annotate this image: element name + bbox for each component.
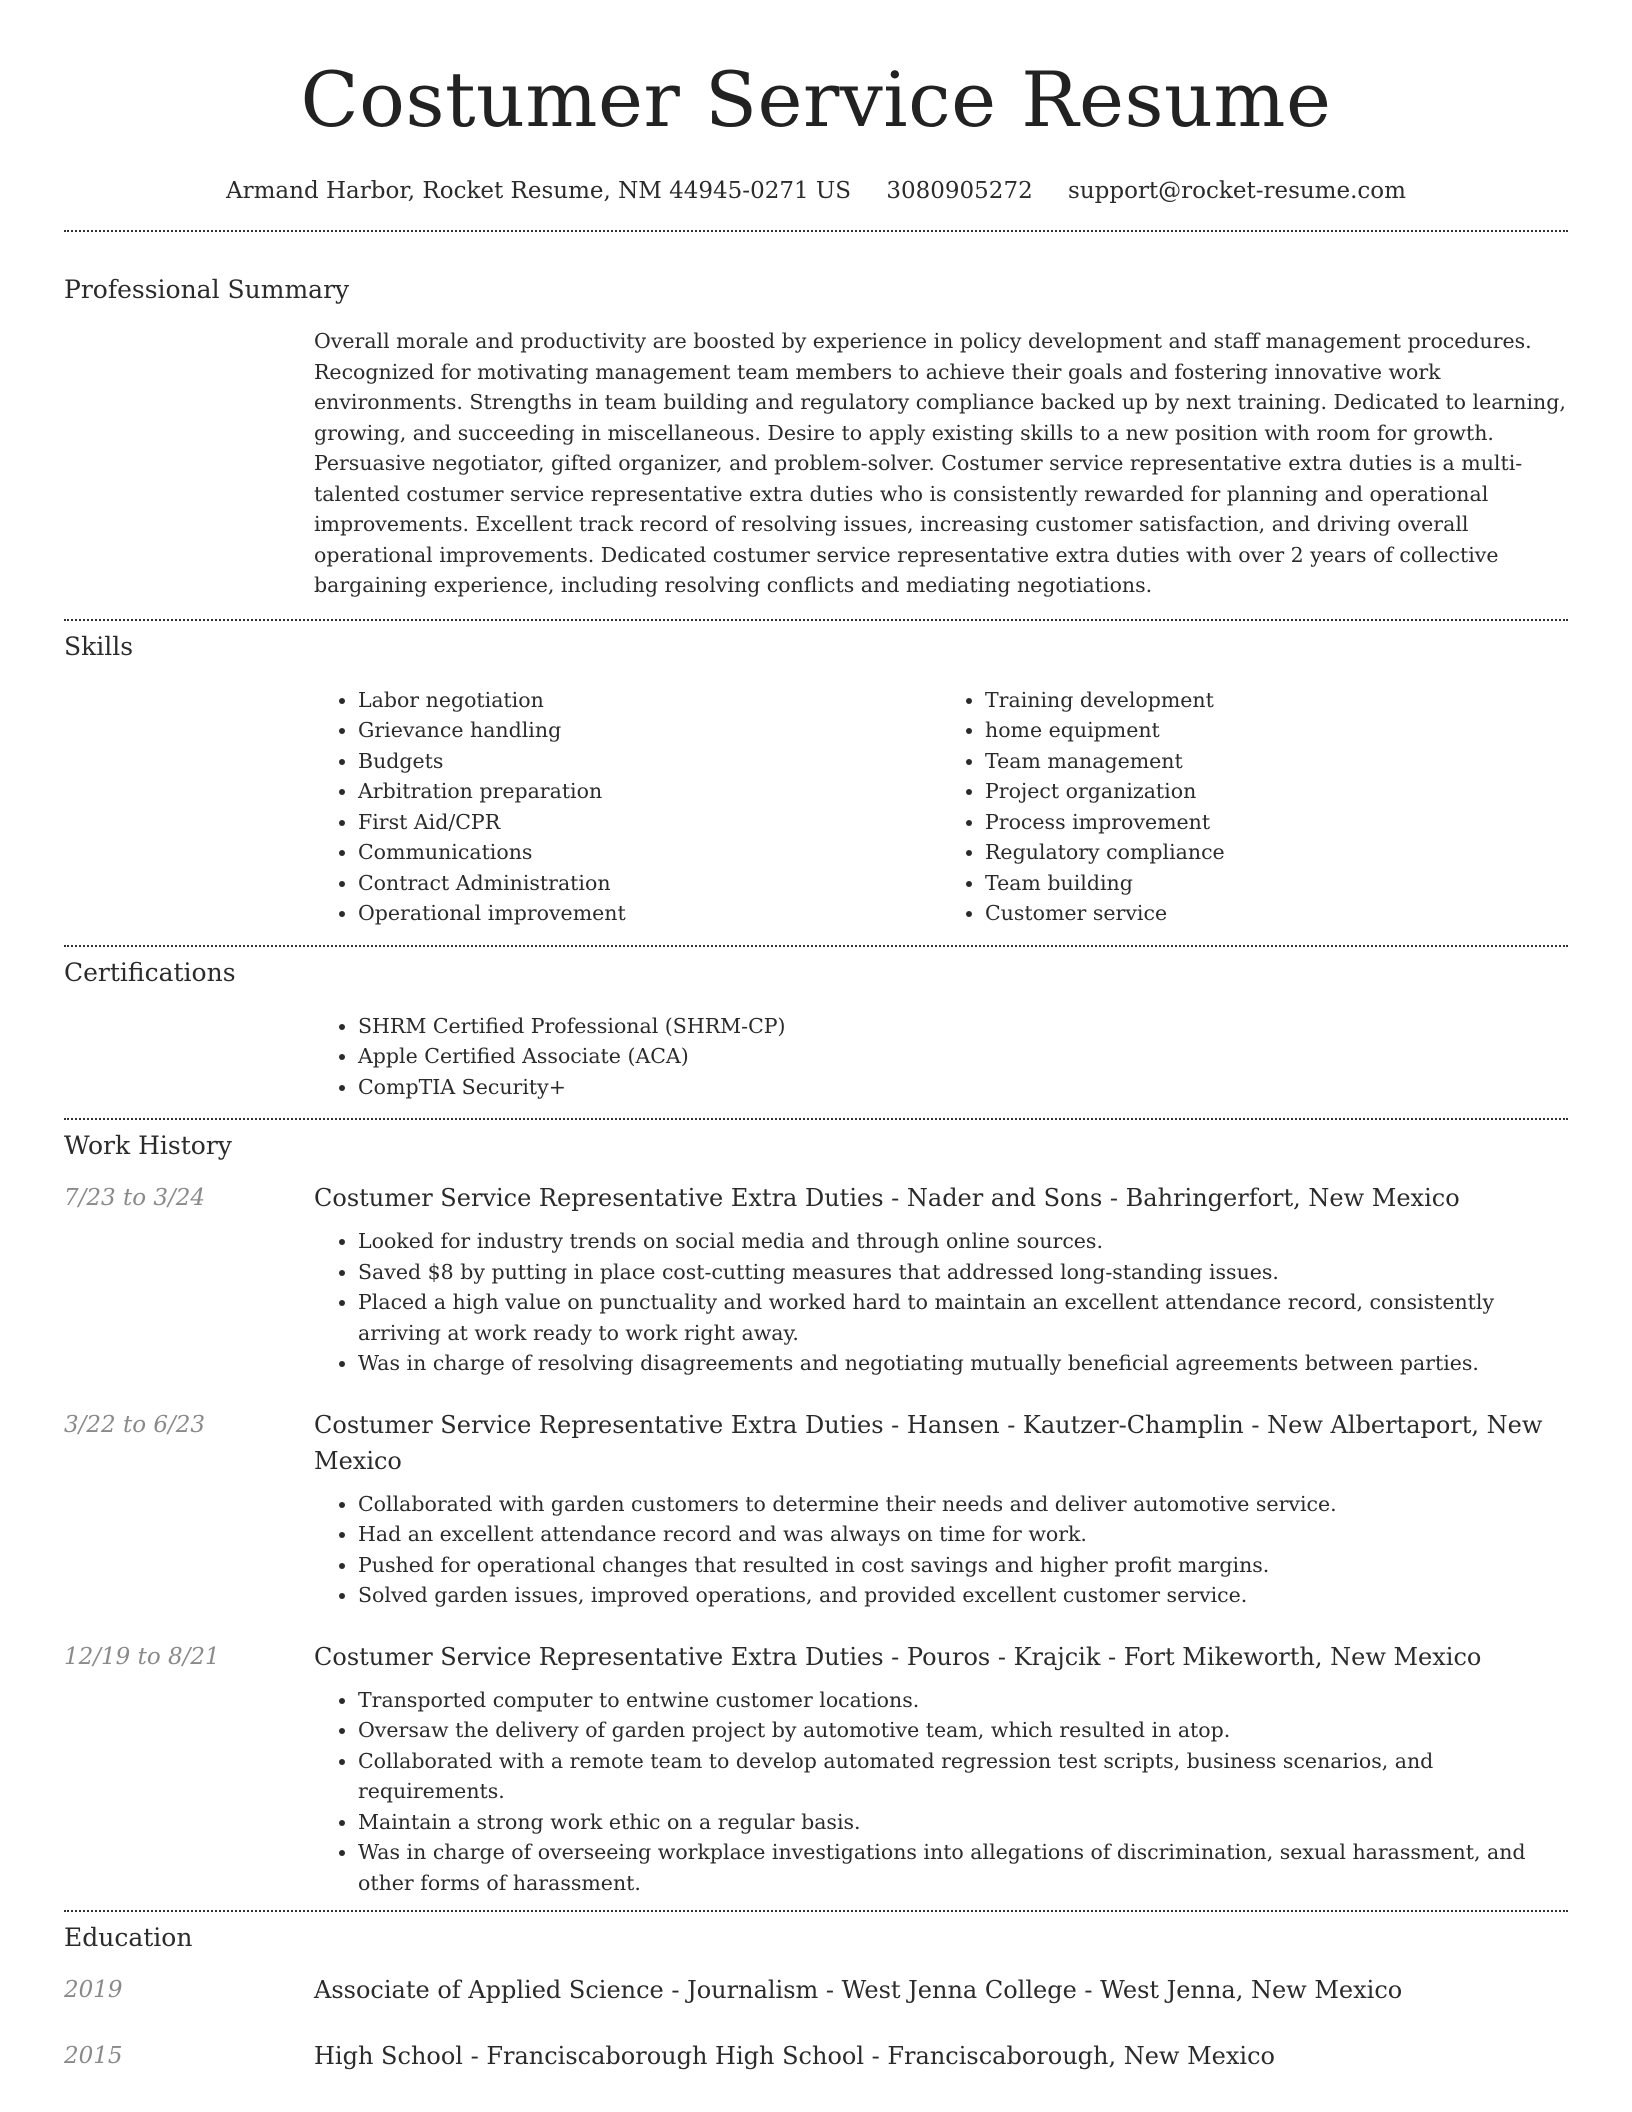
skill-item: • Budgets <box>358 746 941 777</box>
summary-section <box>64 232 1568 601</box>
work-date: 3/22 to 6/23 <box>64 1411 206 1438</box>
education-title: Associate of Applied Science - Journalism - West Jenna College - West Jenna, New Mexico <box>314 1976 1403 2004</box>
skill-item: • Project organization <box>985 776 1568 807</box>
skill-item: • Arbitration preparation <box>358 776 941 807</box>
work-details <box>314 1639 1568 1899</box>
education-entry <box>64 1972 1568 2008</box>
skills-body <box>314 685 1568 929</box>
job-bullet: • Solved garden issues, improved operations, and provided excellent customer service. <box>358 1580 1568 1611</box>
job-bullets <box>314 1489 1568 1611</box>
work-entry <box>64 1407 1568 1611</box>
certification-item: • CompTIA Security+ <box>358 1072 1568 1103</box>
skill-item: • Team building <box>985 868 1568 899</box>
skills-list-left <box>314 685 941 929</box>
job-bullets <box>314 1226 1568 1379</box>
contact-phone: 3080905272 <box>886 178 1033 204</box>
work-section <box>64 1120 1568 1898</box>
work-heading: Work History <box>64 1131 232 1160</box>
education-heading: Education <box>64 1923 193 1952</box>
contact-line <box>64 176 1568 206</box>
resume-page <box>64 0 1568 2074</box>
skill-item: • home equipment <box>985 715 1568 746</box>
page-title: Costumer Service Resume <box>300 55 1332 144</box>
education-entries <box>64 1972 1568 2074</box>
education-section <box>64 1912 1568 2074</box>
job-bullets <box>314 1685 1568 1899</box>
education-date: 2015 <box>64 2043 123 2069</box>
certifications-list <box>314 1011 1568 1103</box>
skill-item: • Grievance handling <box>358 715 941 746</box>
education-date: 2019 <box>64 1977 123 2003</box>
skill-item: • Team management <box>985 746 1568 777</box>
education-entry <box>64 2038 1568 2074</box>
skill-item: • Customer service <box>985 898 1568 929</box>
job-title: Costumer Service Representative Extra Duties - Pouros - Krajcik - Fort Mikeworth, New Mexico <box>314 1642 1482 1671</box>
skill-item: • First Aid/CPR <box>358 807 941 838</box>
contact-address: Armand Harbor, Rocket Resume, NM 44945-0271 US <box>226 178 852 204</box>
skills-heading: Skills <box>64 631 134 661</box>
work-details <box>314 1180 1568 1379</box>
job-bullet: • Was in charge of overseeing workplace investigations into allegations of discrimination, sexual harassment, and other forms of harassment. <box>358 1837 1568 1898</box>
job-bullet: • Had an excellent attendance record and was always on time for work. <box>358 1519 1568 1550</box>
job-bullet: • Placed a high value on punctuality and worked hard to maintain an excellent attendance record, consistently arriving at work ready to work right away. <box>358 1287 1568 1348</box>
job-title: Costumer Service Representative Extra Duties - Nader and Sons - Bahringerfort, New Mexico <box>314 1184 1460 1212</box>
job-bullet: • Pushed for operational changes that resulted in cost savings and higher profit margins. <box>358 1550 1568 1581</box>
certification-item: • Apple Certified Associate (ACA) <box>358 1041 1568 1072</box>
work-entries <box>64 1180 1568 1898</box>
education-title: High School - Franciscaborough High School - Franciscaborough, New Mexico <box>314 2042 1275 2070</box>
job-bullet: • Transported computer to entwine customer locations. <box>358 1685 1568 1716</box>
skill-item: • Operational improvement <box>358 898 941 929</box>
certifications-section <box>64 947 1568 1103</box>
contact-email: support@rocket-resume.com <box>1068 178 1406 204</box>
skill-item: • Labor negotiation <box>358 685 941 716</box>
skills-section <box>64 621 1568 929</box>
job-bullet: • Collaborated with garden customers to determine their needs and deliver automotive service. <box>358 1489 1568 1520</box>
work-date: 7/23 to 3/24 <box>64 1185 206 1211</box>
job-bullet: • Was in charge of resolving disagreements and negotiating mutually beneficial agreements between parties. <box>358 1348 1568 1379</box>
job-bullet: • Looked for industry trends on social media and through online sources. <box>358 1226 1568 1257</box>
skill-item: • Contract Administration <box>358 868 941 899</box>
certifications-body <box>314 1011 1568 1103</box>
job-bullet: • Collaborated with a remote team to develop automated regression test scripts, business scenarios, and requirements. <box>358 1746 1568 1807</box>
skill-item: • Process improvement <box>985 807 1568 838</box>
certifications-heading: Certifications <box>64 957 236 987</box>
job-bullet: • Oversaw the delivery of garden project by automotive team, which resulted in atop. <box>358 1715 1568 1746</box>
job-title: Costumer Service Representative Extra Duties - Hansen - Kautzer-Champlin - New Albertaport, New Mexico <box>314 1410 1543 1475</box>
summary-text: Overall morale and productivity are boosted by experience in policy development and staff management procedures. Recognized for motivating management team members to achieve their goals and fostering innovative work environments. Strengths in team building and regulatory compliance backed up by next training. Dedicated to learning, growing, and succeeding in miscellaneous. Desire to apply existing skills to a new position with room for growth. Persuasive negotiator, gifted organizer, and problem-solver. Costumer service representative extra duties is a multi-talented costumer service representative extra duties who is consistently rewarded for planning and operational improvements. Excellent track record of resolving issues, increasing customer satisfaction, and driving overall operational improvements. Dedicated costumer service representative extra duties with over 2 years of collective bargaining experience, including resolving conflicts and mediating negotiations. <box>314 329 1566 597</box>
job-bullet: • Maintain a strong work ethic on a regular basis. <box>358 1807 1568 1838</box>
work-details <box>314 1407 1568 1611</box>
work-entry <box>64 1639 1568 1899</box>
summary-heading: Professional Summary <box>64 275 350 304</box>
job-bullet: • Saved $8 by putting in place cost-cutting measures that addressed long-standing issues. <box>358 1257 1568 1288</box>
certification-item: • SHRM Certified Professional (SHRM-CP) <box>358 1011 1568 1042</box>
skills-list-right <box>941 685 1568 929</box>
skill-item: • Communications <box>358 837 941 868</box>
skill-item: • Training development <box>985 685 1568 716</box>
work-entry <box>64 1180 1568 1379</box>
summary-body <box>314 326 1568 601</box>
skill-item: • Regulatory compliance <box>985 837 1568 868</box>
work-date: 12/19 to 8/21 <box>64 1643 220 1670</box>
